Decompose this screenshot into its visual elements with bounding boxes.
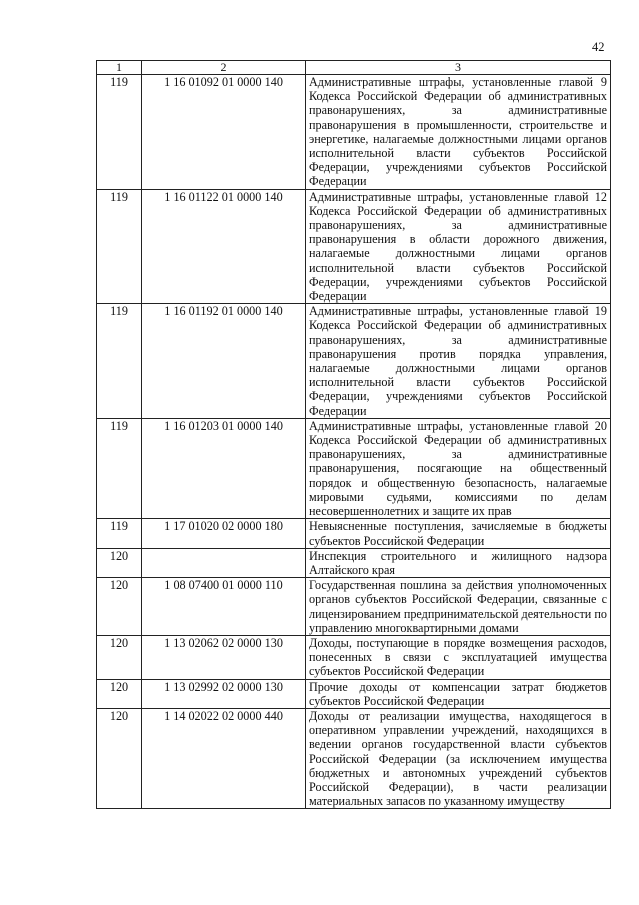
row-description: Инспекция строительного и жилищного надзора Алтайского края bbox=[306, 548, 611, 577]
row-description: Административные штрафы, установленные главой 12 Кодекса Российской Федерации об административных правонарушениях, за административные правонарушения в области дорожного движения, налагаемые должностными лицами органов исполнительной власти субъектов Российской Федерации, учреждениями субъектов Российской Федерации bbox=[306, 189, 611, 304]
row-admin-code: 120 bbox=[97, 578, 142, 636]
table-row bbox=[97, 418, 611, 518]
row-admin-code: 119 bbox=[97, 75, 142, 190]
row-admin-code: 119 bbox=[97, 418, 142, 518]
row-revenue-code: 1 13 02062 02 0000 130 bbox=[142, 635, 306, 679]
row-description: Государственная пошлина за действия уполномоченных органов субъектов Российской Федерации, связанные с лицензированием предпринимательской деятельности по управлению многоквартирными домами bbox=[306, 578, 611, 636]
table-row bbox=[97, 578, 611, 636]
row-revenue-code: 1 13 02992 02 0000 130 bbox=[142, 679, 306, 708]
page-number: 42 bbox=[592, 40, 605, 54]
row-admin-code: 120 bbox=[97, 708, 142, 808]
row-description: Административные штрафы, установленные главой 20 Кодекса Российской Федерации об административных правонарушениях, за административные правонарушения, посягающие на общественный порядок и общественную безопасность, налагаемые мировыми судьями, комиссиями по делам несовершеннолетних и защите их прав bbox=[306, 418, 611, 518]
row-admin-code: 120 bbox=[97, 548, 142, 577]
column-header-1: 1 bbox=[97, 61, 142, 75]
row-description: Невыясненные поступления, зачисляемые в бюджеты субъектов Российской Федерации bbox=[306, 519, 611, 548]
column-header-2: 2 bbox=[142, 61, 306, 75]
table-header-row bbox=[97, 61, 611, 75]
column-header-3: 3 bbox=[306, 61, 611, 75]
table-row bbox=[97, 304, 611, 419]
row-revenue-code: 1 16 01122 01 0000 140 bbox=[142, 189, 306, 304]
row-description: Административные штрафы, установленные главой 9 Кодекса Российской Федерации об административных правонарушениях, за административные правонарушения в промышленности, строительстве и энергетике, налагаемые должностными лицами органов исполнительной власти субъектов Российской Федерации, учреждениями субъектов Российской Федерации bbox=[306, 75, 611, 190]
row-revenue-code: 1 14 02022 02 0000 440 bbox=[142, 708, 306, 808]
table-row bbox=[97, 519, 611, 548]
row-description: Доходы, поступающие в порядке возмещения расходов, понесенных в связи с эксплуатацией имущества субъектов Российской Федерации bbox=[306, 635, 611, 679]
budget-revenue-table bbox=[96, 60, 611, 809]
table-row bbox=[97, 189, 611, 304]
row-revenue-code: 1 08 07400 01 0000 110 bbox=[142, 578, 306, 636]
table-row bbox=[97, 708, 611, 808]
table-row bbox=[97, 75, 611, 190]
row-admin-code: 119 bbox=[97, 519, 142, 548]
row-revenue-code: 1 16 01203 01 0000 140 bbox=[142, 418, 306, 518]
table-row bbox=[97, 635, 611, 679]
row-revenue-code: 1 16 01092 01 0000 140 bbox=[142, 75, 306, 190]
row-admin-code: 120 bbox=[97, 679, 142, 708]
row-description: Административные штрафы, установленные главой 19 Кодекса Российской Федерации об административных правонарушениях, за административные правонарушения против порядка управления, налагаемые должностными лицами органов исполнительной власти субъектов Российской Федерации, учреждениями субъектов Российской Федерации bbox=[306, 304, 611, 419]
row-admin-code: 119 bbox=[97, 189, 142, 304]
row-revenue-code: 1 16 01192 01 0000 140 bbox=[142, 304, 306, 419]
row-revenue-code bbox=[142, 548, 306, 577]
row-admin-code: 120 bbox=[97, 635, 142, 679]
table-row bbox=[97, 548, 611, 577]
row-description: Прочие доходы от компенсации затрат бюджетов субъектов Российской Федерации bbox=[306, 679, 611, 708]
row-admin-code: 119 bbox=[97, 304, 142, 419]
row-revenue-code: 1 17 01020 02 0000 180 bbox=[142, 519, 306, 548]
table-row bbox=[97, 679, 611, 708]
row-description: Доходы от реализации имущества, находящегося в оперативном управлении учреждений, находящихся в ведении органов государственной власти субъектов Российской Федерации (за исключением имущества бюджетных и автономных учреждений субъектов Российской Федерации), в части реализации материальных запасов по указанному имуществу bbox=[306, 708, 611, 808]
